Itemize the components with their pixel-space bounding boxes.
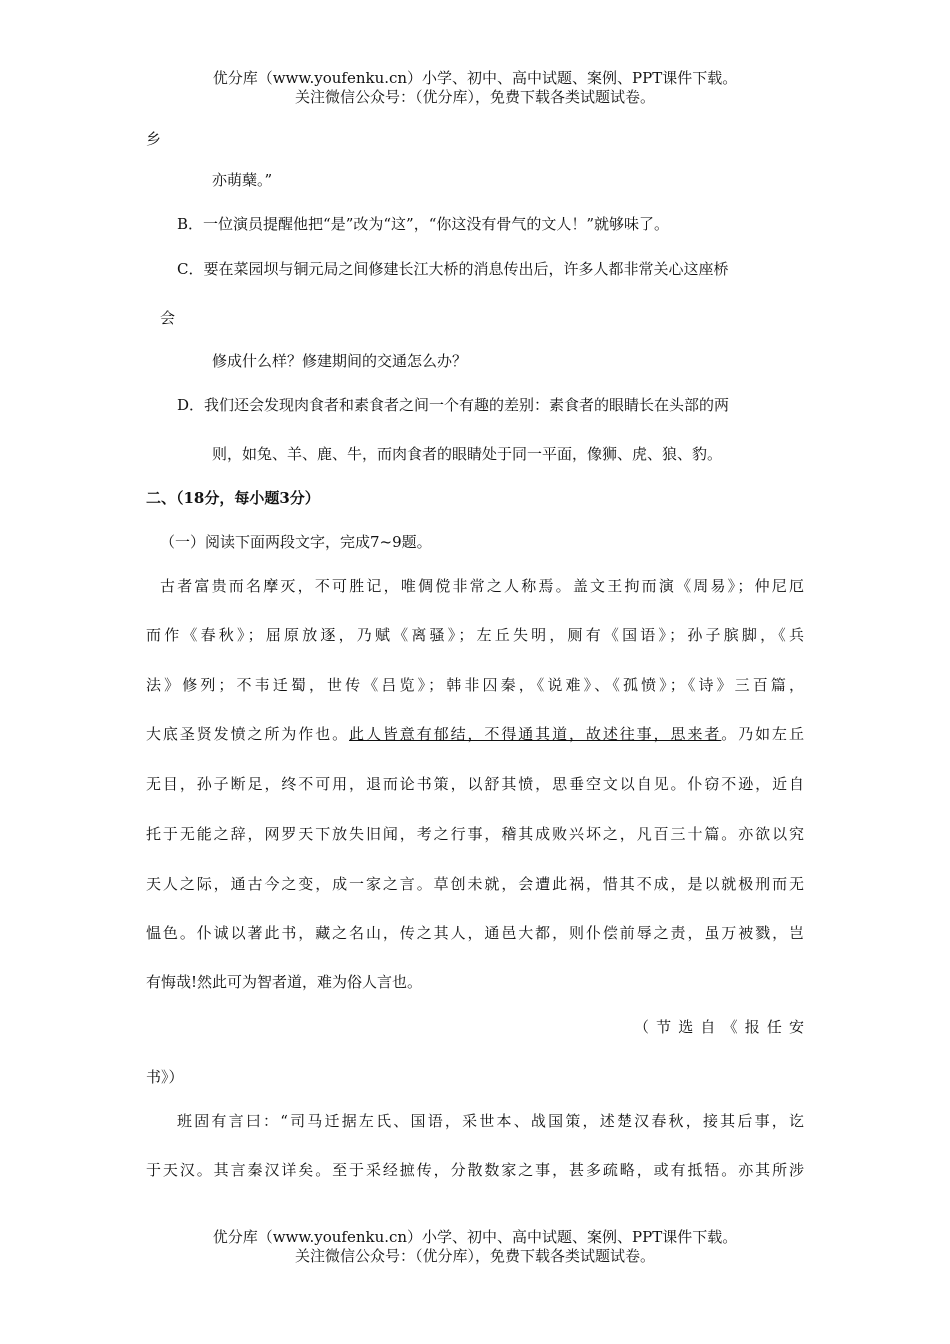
source-citation-1: （节选自《报任安 [634, 1018, 804, 1036]
option-d-line-2: 则，如兔、羊、鹿、牛，而肉食者的眼睛处于同一平面，像狮、虎、狼、豹。 [212, 445, 723, 463]
passage-1-line-4 [146, 723, 804, 745]
passage-1-line-8: 愠色。仆诚以著此书，藏之名山，传之其人，通邑大都，则仆偿前辱之责，虽万被戮，岂 [146, 924, 804, 942]
passage-1-line-6: 托于无能之辞，网罗天下放失旧闻，考之行事，稽其成败兴坏之，凡百三十篇。亦欲以究 [146, 825, 804, 843]
page-footer-line-1: 优分库（www.youfenku.cn）小学、初中、高中试题、案例、PPT课件下载。 [212, 1228, 738, 1246]
passage-1-line-9: 有悔哉!然此可为智者道，难为俗人言也。 [146, 973, 423, 991]
option-c-line-2: 会 [160, 309, 176, 327]
option-d-line-1: D．我们还会发现肉食者和素食者之间一个有趣的差别：素食者的眼睛长在头部的两 [177, 396, 730, 414]
passage-1-line-2: 而作《春秋》；屈原放逐，乃赋《离骚》；左丘失明，厕有《国语》；孙子膑脚，《兵 [146, 626, 804, 644]
option-c-line-1: C．要在菜园坝与铜元局之间修建长江大桥的消息传出后，许多人都非常关心这座桥 [177, 260, 729, 278]
passage-2-line-1: 班固有言曰：“司马迁据左氏、国语，采世本、战国策，述楚汉春秋，接其后事，讫 [177, 1112, 804, 1130]
passage-1-line-4-start: 大底圣贤发愤之所为作也。 [146, 725, 350, 743]
option-a-tail-2: 亦萌蘖。” [212, 171, 273, 189]
passage-1-line-3: 法》修列；不韦迁蜀，世传《吕览》；韩非囚秦，《说难》、《孤愤》；《诗》三百篇， [146, 676, 804, 694]
page-header-line-1: 优分库（www.youfenku.cn）小学、初中、高中试题、案例、PPT课件下载。 [212, 69, 738, 87]
option-a-tail-1: 乡 [146, 130, 162, 148]
passage-1-line-1: 古者富贵而名摩灭，不可胜记，唯倜傥非常之人称焉。盖文王拘而演《周易》；仲尼厄 [160, 577, 804, 595]
passage-2-line-2: 于天汉。其言秦汉详矣。至于采经摭传，分散数家之事，甚多疏略，或有抵牾。亦其所涉 [146, 1161, 804, 1179]
source-citation-2: 书》） [146, 1068, 184, 1086]
passage-1-line-7: 天人之际，通古今之变，成一家之言。草创未就，会遭此祸，惜其不成，是以就极刑而无 [146, 875, 804, 893]
page-footer-line-2: 关注微信公众号：（优分库），免费下载各类试题试卷。 [294, 1247, 655, 1265]
option-c-line-3: 修成什么样？修建期间的交通怎么办？ [212, 352, 468, 370]
passage-1-line-4-end: 。乃如左丘 [721, 725, 804, 743]
passage-1-line-5: 无目，孙子断足，终不可用，退而论书策，以舒其愤，思垂空文以自见。仆窃不逊，近自 [146, 775, 804, 793]
option-b: B．一位演员提醒他把“是”改为“这”，“你这没有骨气的文人！”就够味了。 [177, 215, 670, 233]
page-header-line-2: 关注微信公众号：（优分库），免费下载各类试题试卷。 [294, 88, 655, 106]
section-2-intro: （一）阅读下面两段文字，完成7~9题。 [160, 533, 432, 551]
underlined-sentence: 此人皆意有郁结，不得通其道，故述往事，思来者 [349, 725, 722, 743]
section-2-heading: 二、（18分，每小题3分） [146, 489, 320, 507]
